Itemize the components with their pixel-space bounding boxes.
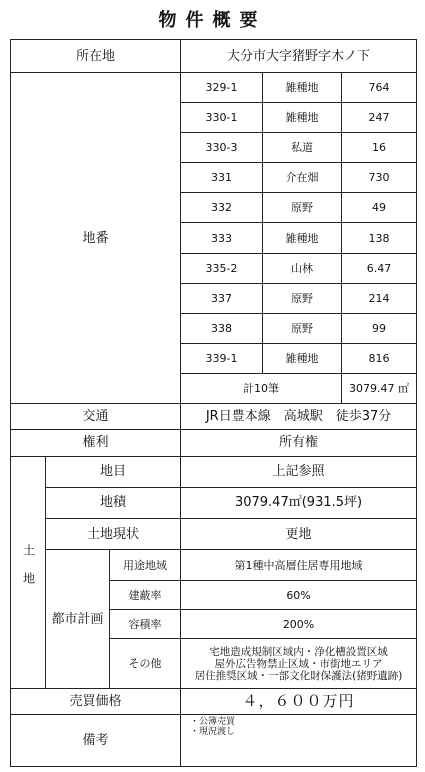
lot-land-type: 介在畑 — [263, 163, 342, 193]
remarks-label: 備考 — [11, 714, 181, 766]
land-section-label: 土地 — [11, 456, 46, 688]
lot-total-area: 3079.47 ㎡ — [342, 373, 417, 403]
land-area-value: 3079.47㎡(931.5坪) — [181, 487, 417, 518]
lot-number: 330-1 — [181, 103, 263, 133]
price-label: 売買価格 — [11, 689, 181, 715]
lot-land-type: 雑種地 — [263, 343, 342, 373]
lot-number: 330-3 — [181, 133, 263, 163]
lot-area: 816 — [342, 343, 417, 373]
lot-land-type: 原野 — [263, 283, 342, 313]
remarks-item: ・公簿売買 — [190, 716, 236, 727]
access-label: 交通 — [11, 403, 181, 429]
lot-number: 338 — [181, 313, 263, 343]
property-summary-table — [10, 39, 417, 767]
zoning-value: 第1種中高層住居専用地域 — [181, 550, 417, 581]
lot-area: 6.47 — [342, 253, 417, 283]
access-value: JR日豊本線 高城駅 徒歩37分 — [181, 403, 417, 429]
lot-land-type: 雑種地 — [263, 103, 342, 133]
remarks-value — [181, 714, 417, 766]
city-planning-label: 都市計画 — [46, 550, 110, 689]
remarks-list — [190, 717, 416, 737]
price-row — [11, 689, 417, 715]
lot-land-type: 私道 — [263, 133, 342, 163]
lot-row — [11, 73, 417, 103]
access-row — [11, 403, 417, 429]
lot-land-type: 山林 — [263, 253, 342, 283]
lot-number: 329-1 — [181, 73, 263, 103]
land-category-value: 上記参照 — [181, 456, 417, 487]
lot-area: 138 — [342, 223, 417, 253]
lot-number: 335-2 — [181, 253, 263, 283]
building-coverage-value: 60% — [181, 581, 417, 610]
lot-number: 332 — [181, 193, 263, 223]
lot-area: 214 — [342, 283, 417, 313]
floor-area-ratio-value: 200% — [181, 610, 417, 639]
land-status-value: 更地 — [181, 518, 417, 549]
land-category-row — [11, 456, 417, 487]
restriction-line: 居住推奨区域・一部文化財保護法(猪野遺跡) — [194, 669, 403, 682]
land-status-label: 土地現状 — [46, 518, 181, 549]
building-coverage-label: 建蔽率 — [110, 581, 181, 610]
lot-number: 339-1 — [181, 343, 263, 373]
location-label: 所在地 — [11, 40, 181, 73]
floor-area-ratio-label: 容積率 — [110, 610, 181, 639]
remarks-item: ・現況渡し — [190, 726, 236, 737]
lot-number: 333 — [181, 223, 263, 253]
land-area-row — [11, 487, 417, 518]
restriction-line: 宅地造成規制区域内・浄化槽設置区域 — [209, 645, 388, 658]
rights-value: 所有権 — [181, 429, 417, 456]
lot-land-type: 雑種地 — [263, 73, 342, 103]
rights-label: 権利 — [11, 429, 181, 456]
lot-area: 730 — [342, 163, 417, 193]
zoning-row — [11, 550, 417, 581]
page-title: 物件概要 — [158, 10, 267, 31]
lot-area: 49 — [342, 193, 417, 223]
land-category-label: 地目 — [46, 456, 181, 487]
rights-row — [11, 429, 417, 456]
lot-number: 337 — [181, 283, 263, 313]
lot-area: 16 — [342, 133, 417, 163]
other-restrictions-label: その他 — [110, 639, 181, 689]
price-value: ４，６００万円 — [181, 689, 417, 715]
lot-area: 764 — [342, 73, 417, 103]
land-status-row — [11, 518, 417, 549]
lot-land-type: 雑種地 — [263, 223, 342, 253]
lot-land-type: 原野 — [263, 313, 342, 343]
location-row — [11, 40, 417, 73]
zoning-label: 用途地域 — [110, 550, 181, 581]
lot-land-type: 原野 — [263, 193, 342, 223]
other-restrictions-value — [181, 639, 417, 689]
location-value: 大分市大字猪野字木ノ下 — [181, 40, 417, 73]
lot-area: 99 — [342, 313, 417, 343]
lot-number: 331 — [181, 163, 263, 193]
remarks-row — [11, 714, 417, 766]
lot-area: 247 — [342, 103, 417, 133]
land-area-label: 地積 — [46, 487, 181, 518]
lot-total-count: 計10筆 — [181, 373, 342, 403]
restriction-line: 屋外広告物禁止区域・市街地エリア — [214, 657, 383, 670]
lot-number-label: 地番 — [11, 73, 181, 404]
